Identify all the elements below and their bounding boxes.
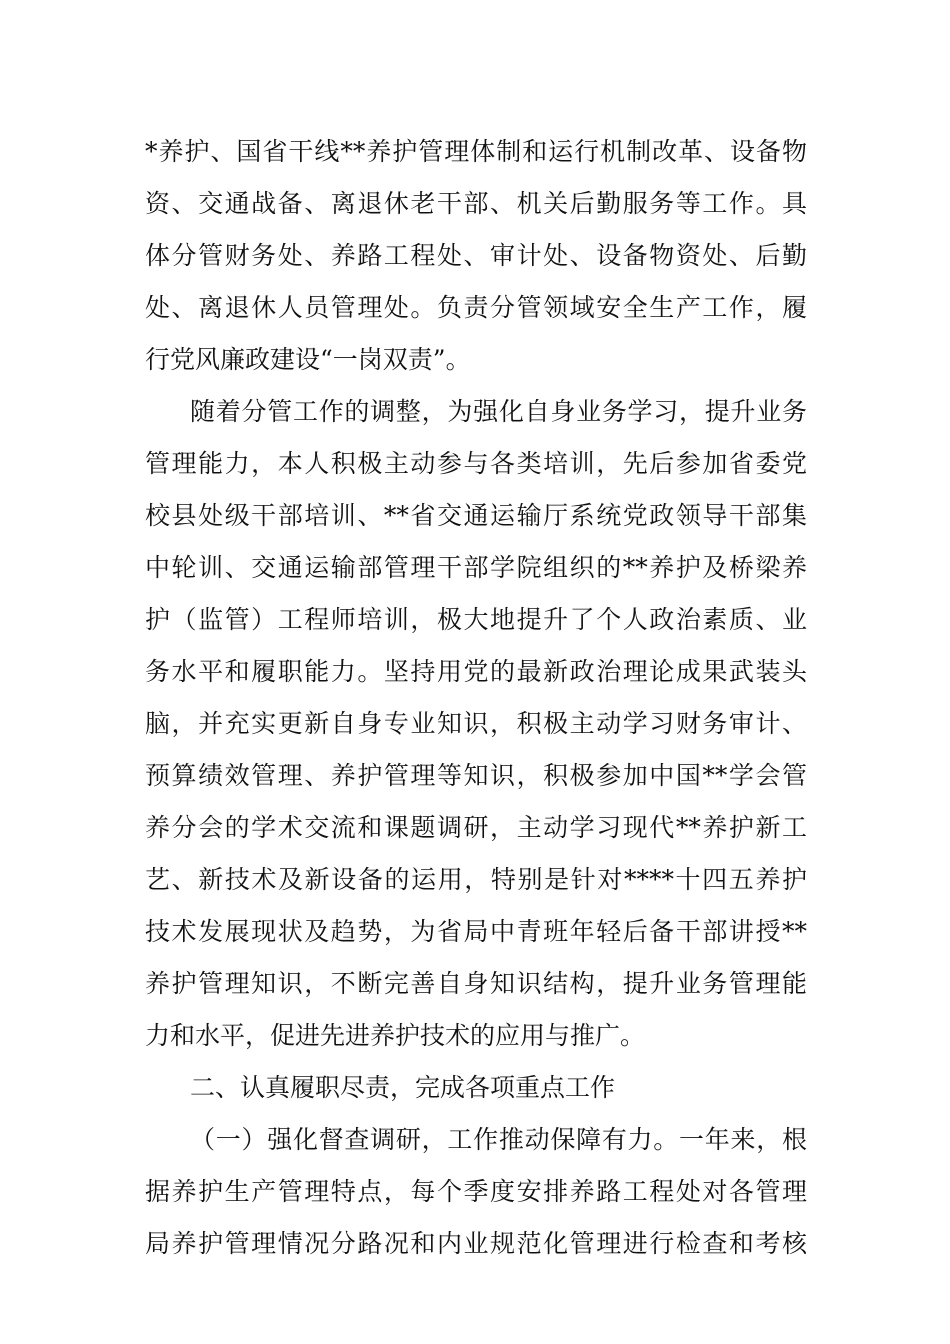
paragraph-first-line: （一）强化督查调研，工作推动保障有力。一年来，根	[190, 1125, 807, 1154]
section-heading: 二、认真履职尽责，完成各项重点工作	[190, 1073, 616, 1102]
text-line: 护（监管）工程师培训，极大地提升了个人政治素质、业	[145, 605, 807, 634]
text-line: 养分会的学术交流和课题调研，主动学习现代**养护新工	[145, 813, 807, 842]
text-line: 体分管财务处、养路工程处、审计处、设备物资处、后勤	[145, 241, 807, 270]
paragraph-first-line: 随着分管工作的调整，为强化自身业务学习，提升业务	[190, 397, 807, 426]
text-line: 行党风廉政建设“一岗双责”。	[145, 345, 471, 374]
text-line: 预算绩效管理、养护管理等知识，积极参加中国**学会管	[145, 761, 807, 790]
text-line: *养护、国省干线**养护管理体制和运行机制改革、设备物	[145, 137, 807, 166]
text-line: 养护管理知识，不断完善自身知识结构，提升业务管理能	[145, 969, 807, 998]
text-line: 技术发展现状及趋势，为省局中青班年轻后备干部讲授**	[145, 917, 807, 946]
text-line: 据养护生产管理特点，每个季度安排养路工程处对各管理	[145, 1177, 807, 1206]
text-line: 艺、新技术及新设备的运用，特别是针对****十四五养护	[145, 865, 807, 894]
text-line: 资、交通战备、离退休老干部、机关后勤服务等工作。具	[145, 189, 807, 218]
text-line: 处、离退休人员管理处。负责分管领域安全生产工作，履	[145, 293, 807, 322]
text-line: 局养护管理情况分路况和内业规范化管理进行检查和考核	[145, 1229, 807, 1258]
text-line: 脑，并充实更新自身专业知识，积极主动学习财务审计、	[145, 709, 807, 738]
text-line: 力和水平，促进先进养护技术的应用与推广。	[145, 1021, 646, 1050]
document-body	[145, 126, 807, 1270]
text-line: 校县处级干部培训、**省交通运输厅系统党政领导干部集	[145, 501, 807, 530]
text-line: 务水平和履职能力。坚持用党的最新政治理论成果武装头	[145, 657, 807, 686]
text-line: 管理能力，本人积极主动参与各类培训，先后参加省委党	[145, 449, 807, 478]
text-line: 中轮训、交通运输部管理干部学院组织的**养护及桥梁养	[145, 553, 807, 582]
